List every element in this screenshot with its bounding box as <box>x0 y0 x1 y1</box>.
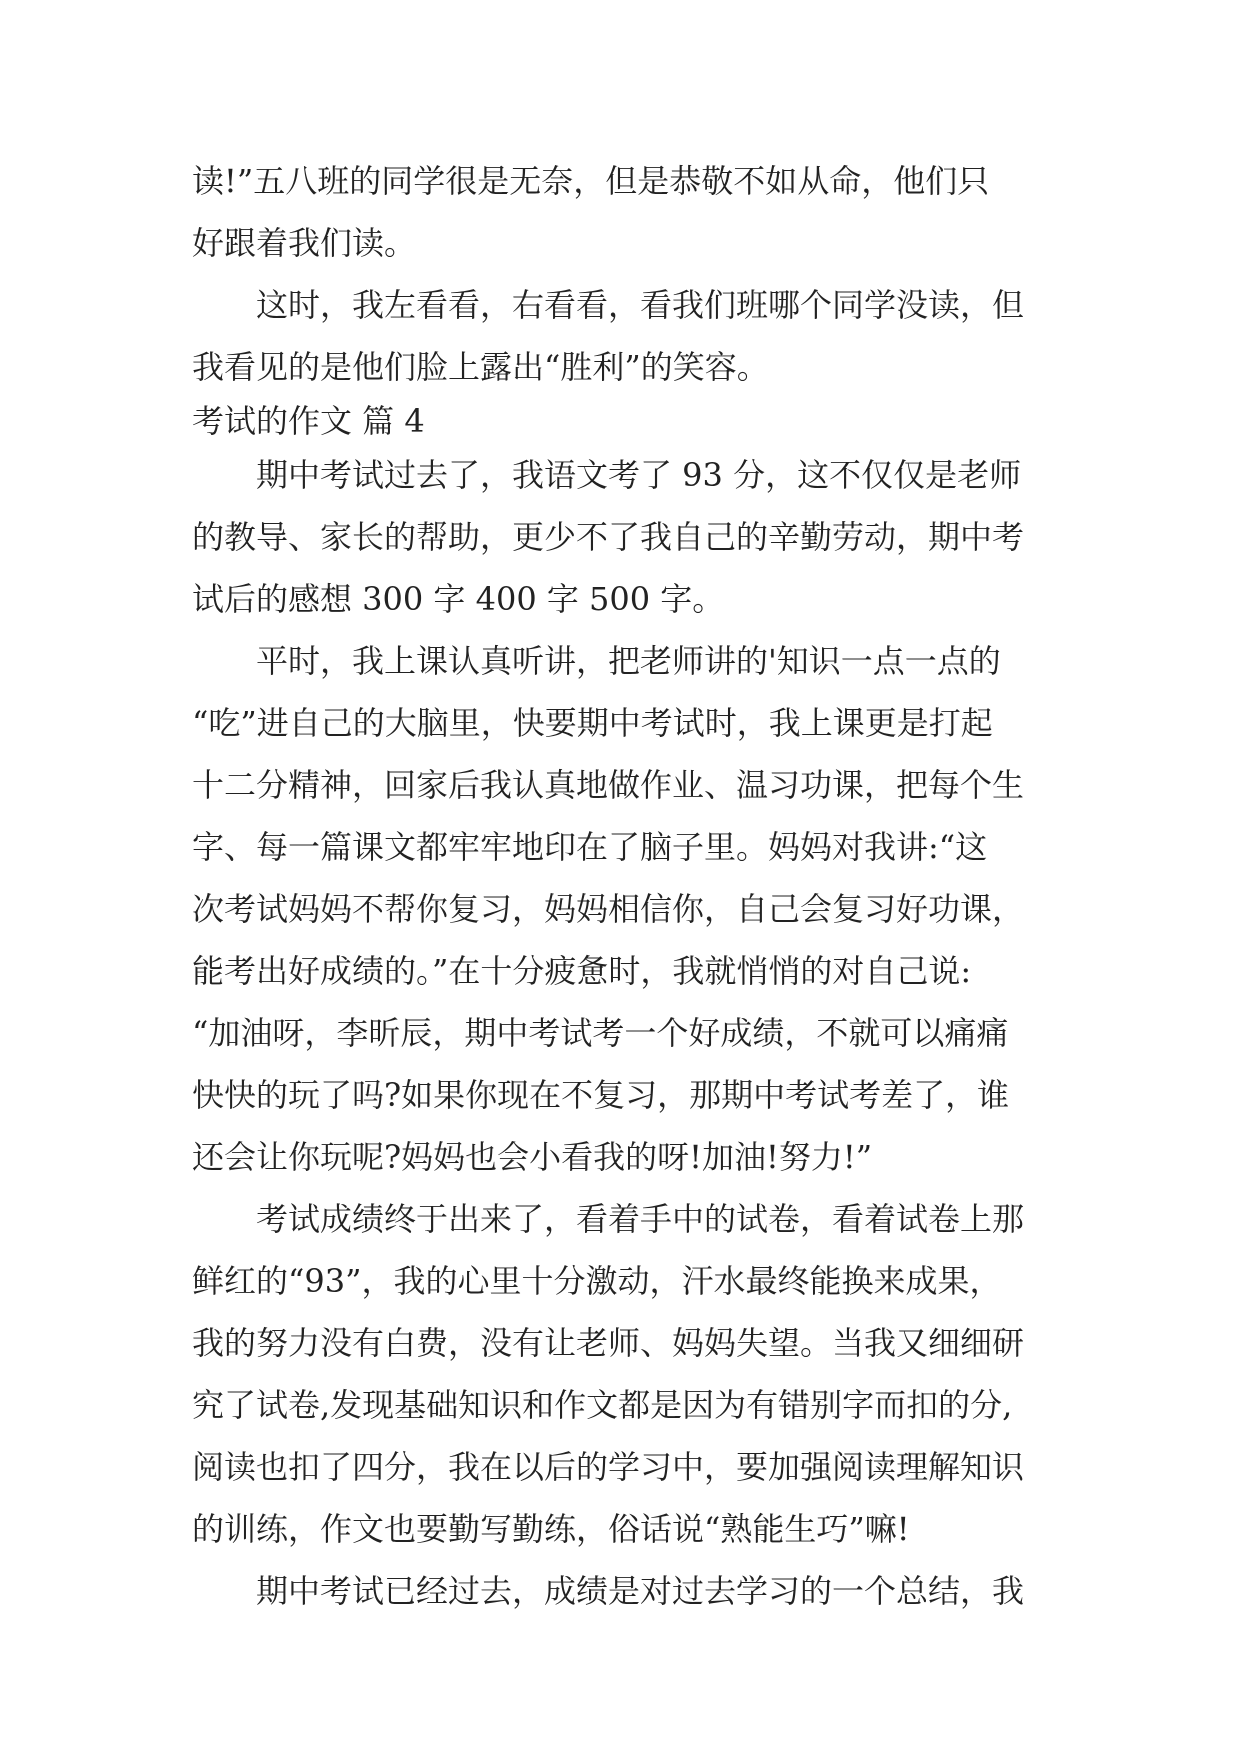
text-line: 鲜红的“93”，我的心里十分激动，汗水最终能换来成果， <box>192 1262 1002 1300</box>
text-line: 我的努力没有白费，没有让老师、妈妈失望。当我又细细研 <box>192 1324 1025 1362</box>
text-line: 考试成绩终于出来了，看着手中的试卷，看着试卷上那 <box>256 1200 1025 1238</box>
text-line: 这时，我左看看，右看看，看我们班哪个同学没读，但 <box>256 286 1025 324</box>
text-line: 能考出好成绩的。”在十分疲惫时，我就悄悄的对自己说: <box>192 952 972 990</box>
text-line: 我看见的是他们脸上露出“胜利”的笑容。 <box>192 348 769 386</box>
text-line: 还会让你玩呢?妈妈也会小看我的呀!加油!努力!” <box>192 1138 873 1176</box>
paragraph-continued <box>192 150 1060 274</box>
text-line: “吃”进自己的大脑里，快要期中考试时，我上课更是打起 <box>192 704 993 742</box>
text-line: 平时，我上课认真听讲，把老师讲的'知识一点一点的 <box>256 642 1001 680</box>
text-line: 十二分精神，回家后我认真地做作业、温习功课，把每个生 <box>192 766 1025 804</box>
text-line: “加油呀，李昕辰，期中考试考一个好成绩，不就可以痛痛 <box>192 1014 1009 1052</box>
text-line: 好跟着我们读。 <box>192 224 417 262</box>
document-body <box>192 150 1060 1622</box>
paragraph <box>192 274 1060 398</box>
text-line: 快快的玩了吗?如果你现在不复习，那期中考试考差了，谁 <box>192 1076 1010 1114</box>
text-line: 阅读也扣了四分，我在以后的学习中，要加强阅读理解知识 <box>192 1448 1025 1486</box>
section-heading: 考试的作文 篇 4 <box>192 402 425 440</box>
text-line: 期中考试过去了，我语文考了 93 分，这不仅仅是老师 <box>256 456 1022 494</box>
paragraph <box>192 1188 1060 1560</box>
paragraph <box>192 630 1060 1188</box>
paragraph <box>192 1560 1060 1622</box>
text-line: 期中考试已经过去，成绩是对过去学习的一个总结，我 <box>256 1572 1025 1610</box>
text-line: 的训练，作文也要勤写勤练，俗话说“熟能生巧”嘛! <box>192 1510 910 1548</box>
text-line: 的教导、家长的帮助，更少不了我自己的辛勤劳动，期中考 <box>192 518 1025 556</box>
text-line: 字、每一篇课文都牢牢地印在了脑子里。妈妈对我讲:“这 <box>192 828 988 866</box>
text-line: 究了试卷,发现基础知识和作文都是因为有错别字而扣的分, <box>192 1386 1013 1424</box>
text-line: 次考试妈妈不帮你复习，妈妈相信你，自己会复习好功课， <box>192 890 1025 928</box>
text-line: 试后的感想 300 字 400 字 500 字。 <box>192 580 725 618</box>
paragraph <box>192 444 1060 630</box>
text-line: 读!”五八班的同学很是无奈，但是恭敬不如从命，他们只 <box>192 162 990 200</box>
